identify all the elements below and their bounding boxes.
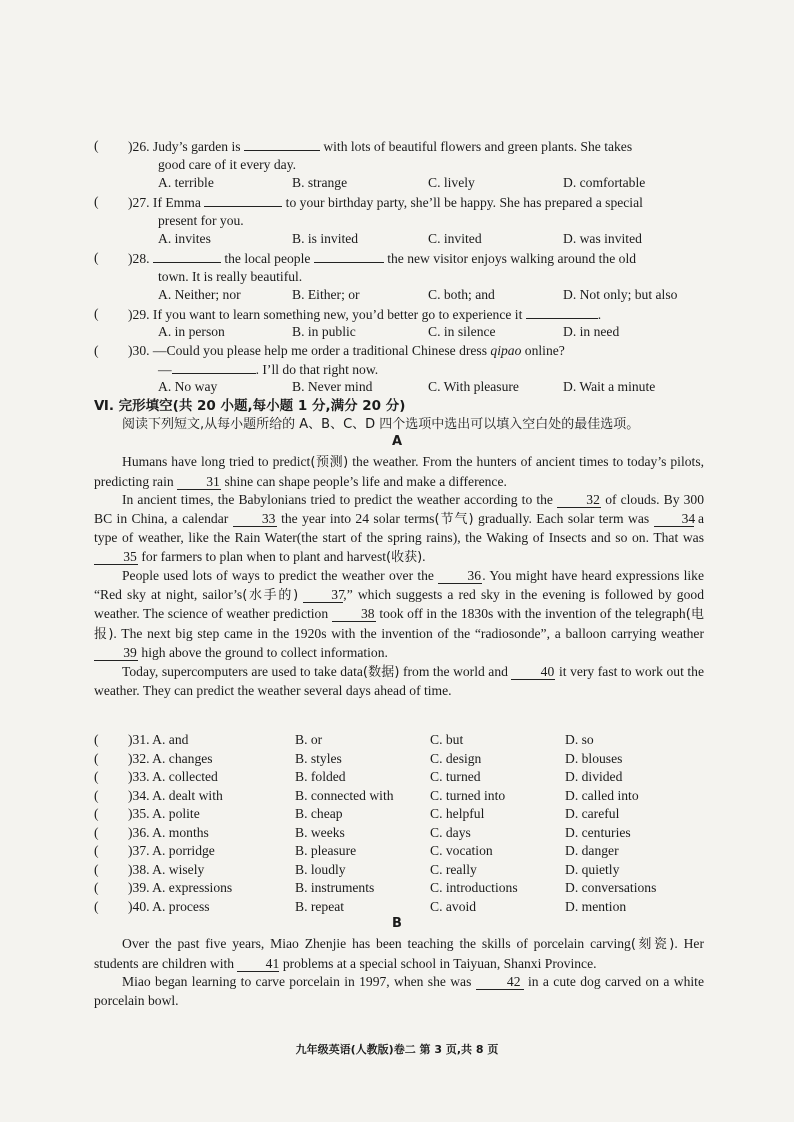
stem-text: the local people bbox=[224, 251, 311, 266]
option-d: D. careful bbox=[565, 806, 620, 821]
text: . bbox=[422, 548, 426, 564]
chinese-gloss: (数据) bbox=[362, 664, 400, 680]
question-option-a: )33. A. collected bbox=[128, 769, 218, 784]
blank-42: 42 bbox=[476, 974, 524, 990]
stem-text: )26. Judy’s garden is bbox=[128, 139, 241, 154]
stem-text: . I’ll do that right now. bbox=[255, 362, 379, 377]
blank-34: 34 bbox=[654, 511, 694, 527]
text: ,” which suggests a red sky in the evening is followed by good weather. The science of weather prediction bbox=[94, 586, 704, 621]
question-27-stem bbox=[128, 193, 643, 212]
section-instruction: 阅读下列短文,从每小题所给的 A、B、C、D 四个选项中选出可以填入空白处的最佳选项。 bbox=[122, 417, 640, 432]
chinese-gloss: (电报) bbox=[94, 607, 704, 642]
blank-41: 41 bbox=[237, 956, 279, 972]
page-footer: 九年级英语(人教版)卷二 第 3 页,共 8 页 bbox=[295, 1043, 499, 1056]
answer-paren: ( bbox=[94, 899, 99, 914]
text: from the world and bbox=[399, 663, 512, 679]
option-c: C. With pleasure bbox=[428, 379, 519, 394]
question-30-continuation bbox=[158, 360, 378, 379]
option-d: D. conversations bbox=[565, 880, 657, 895]
blank bbox=[526, 305, 598, 319]
question-option-a: )37. A. porridge bbox=[128, 843, 215, 858]
paragraph bbox=[94, 663, 704, 701]
text: in a cute dog carved on a white porcelain bowl. bbox=[94, 974, 704, 1008]
answer-paren: ( bbox=[94, 751, 99, 766]
option-b: B. folded bbox=[295, 769, 346, 784]
text: . You might have heard expressions like “Red sky at night, sailor’s bbox=[94, 568, 704, 602]
chinese-gloss: (水手的) bbox=[242, 587, 299, 603]
option-d: D. Not only; but also bbox=[563, 287, 678, 302]
question-option-a: )34. A. dealt with bbox=[128, 788, 223, 803]
question-28-continuation: town. It is really beautiful. bbox=[158, 269, 303, 284]
stem-text: )29. If you want to learn something new, you’d better go to experience it bbox=[128, 307, 523, 322]
passage-label: B bbox=[392, 916, 402, 931]
paragraph bbox=[94, 973, 704, 1010]
option-a: A. terrible bbox=[158, 175, 214, 190]
blank bbox=[314, 249, 384, 263]
option-c: C. design bbox=[430, 751, 482, 766]
text: high above the ground to collect information. bbox=[138, 645, 388, 660]
text: People used lots of ways to predict the weather over the bbox=[122, 568, 439, 583]
question-option-a: )36. A. months bbox=[128, 825, 209, 840]
blank-36: 36 bbox=[438, 568, 482, 584]
text: . The next big step came in the 1920s with the invention of the “radiosonde”, a balloon carrying weather bbox=[113, 625, 704, 641]
text: gradually. Each solar term was bbox=[473, 510, 654, 526]
blank-33: 33 bbox=[233, 511, 277, 527]
blank-39: 39 bbox=[94, 645, 138, 661]
blank-32: 32 bbox=[557, 492, 601, 508]
option-c: C. turned into bbox=[430, 788, 506, 803]
paragraph bbox=[94, 491, 704, 567]
option-c: C. really bbox=[430, 862, 477, 877]
chinese-gloss: (节气) bbox=[434, 511, 474, 527]
chinese-gloss: (预测) bbox=[310, 455, 349, 470]
option-c: C. but bbox=[430, 732, 464, 747]
option-b: B. repeat bbox=[295, 899, 345, 914]
option-b: B. pleasure bbox=[295, 843, 357, 858]
text: the weather. From the hunters of ancient times to today’s pilots, predicting rain bbox=[94, 454, 705, 489]
option-b: B. Either; or bbox=[292, 287, 360, 302]
answer-paren: ( bbox=[94, 138, 99, 153]
text: problems at a special school in Taiyuan, Shanxi Province. bbox=[279, 955, 597, 971]
answer-paren: ( bbox=[94, 862, 99, 877]
option-b: B. instruments bbox=[295, 880, 375, 895]
text: for farmers to plan when to plant and harvest bbox=[138, 548, 387, 564]
option-b: B. styles bbox=[295, 751, 342, 766]
option-c: C. in silence bbox=[428, 324, 496, 339]
question-26-stem bbox=[128, 137, 632, 156]
option-b: B. weeks bbox=[295, 825, 345, 840]
answer-paren: ( bbox=[94, 825, 99, 840]
question-option-a: )32. A. changes bbox=[128, 751, 213, 766]
option-d: D. centuries bbox=[565, 825, 631, 840]
question-option-a: )38. A. wisely bbox=[128, 862, 205, 877]
blank-40: 40 bbox=[511, 664, 555, 680]
option-b: B. connected with bbox=[295, 788, 394, 803]
option-c: C. both; and bbox=[428, 287, 495, 302]
question-option-a: )39. A. expressions bbox=[128, 880, 233, 895]
text: Today, supercomputers are used to take data bbox=[122, 663, 363, 679]
passage-label: A bbox=[391, 434, 403, 449]
stem-italic-text: qipao bbox=[490, 343, 522, 358]
option-c: C. helpful bbox=[430, 806, 485, 821]
stem-text: )30. —Could you please help me order a traditional Chinese dress bbox=[128, 343, 488, 358]
stem-text: online? bbox=[524, 343, 565, 358]
option-a: A. in person bbox=[158, 324, 225, 339]
option-c: C. turned bbox=[430, 769, 481, 784]
blank-31: 31 bbox=[177, 474, 221, 490]
question-28-stem bbox=[128, 249, 636, 268]
option-d: D. mention bbox=[565, 899, 627, 914]
option-d: D. blouses bbox=[565, 751, 623, 766]
blank bbox=[244, 137, 320, 151]
option-b: B. is invited bbox=[292, 231, 359, 246]
option-c: C. days bbox=[430, 825, 471, 840]
answer-paren: ( bbox=[94, 769, 99, 784]
text: Miao began learning to carve porcelain in 1997, when she was bbox=[122, 974, 476, 989]
option-a: A. invites bbox=[158, 231, 211, 246]
question-option-a: )31. A. and bbox=[128, 732, 189, 747]
option-d: D. quietly bbox=[565, 862, 620, 877]
paragraph bbox=[94, 567, 704, 663]
stem-text: . bbox=[597, 307, 602, 322]
blank bbox=[153, 249, 221, 263]
section-title: Ⅵ. 完形填空(共 20 小题,每小题 1 分,满分 20 分) bbox=[94, 398, 406, 414]
question-29-stem bbox=[128, 305, 601, 324]
option-b: B. strange bbox=[292, 175, 348, 190]
blank-38: 38 bbox=[332, 606, 376, 622]
answer-paren: ( bbox=[94, 194, 99, 209]
option-c: C. avoid bbox=[430, 899, 477, 914]
text: of clouds. By 300 BC in China, a calendar bbox=[94, 492, 704, 526]
option-d: D. so bbox=[565, 732, 594, 747]
chinese-gloss: (收获) bbox=[386, 549, 423, 565]
paragraph bbox=[94, 453, 704, 491]
answer-paren: ( bbox=[94, 843, 99, 858]
option-b: B. Never mind bbox=[292, 379, 373, 394]
option-d: D. danger bbox=[565, 843, 619, 858]
stem-text: )28. bbox=[128, 251, 150, 266]
blank bbox=[172, 360, 256, 374]
blank-35: 35 bbox=[94, 549, 138, 565]
text: shine can shape people’s life and make a difference. bbox=[221, 473, 507, 489]
option-c: C. vocation bbox=[430, 843, 493, 858]
question-option-a: )40. A. process bbox=[128, 899, 210, 914]
option-b: B. loudly bbox=[295, 862, 346, 877]
question-27-continuation: present for you. bbox=[158, 213, 244, 228]
option-d: D. called into bbox=[565, 788, 639, 803]
question-30-stem bbox=[128, 342, 565, 360]
answer-paren: ( bbox=[94, 788, 99, 803]
blank-37: 37 bbox=[303, 587, 343, 603]
option-d: D. Wait a minute bbox=[563, 379, 656, 394]
text: Over the past five years, Miao Zhenjie has been teaching the skills of porcelain carving bbox=[122, 936, 631, 951]
answer-paren: ( bbox=[94, 343, 99, 358]
text: In ancient times, the Babylonians tried to predict the weather according to the bbox=[122, 492, 558, 507]
option-b: B. or bbox=[295, 732, 323, 747]
text: it very fast to work out the weather. They can predict the weather several days ahead of time. bbox=[94, 663, 704, 698]
option-a: A. Neither; nor bbox=[158, 287, 241, 302]
text: the year into 24 solar terms bbox=[276, 510, 435, 526]
answer-paren: ( bbox=[94, 880, 99, 895]
question-option-a: )35. A. polite bbox=[128, 806, 200, 821]
stem-text: the new visitor enjoys walking around the old bbox=[387, 251, 637, 266]
option-d: D. comfortable bbox=[563, 175, 646, 190]
dash: — bbox=[158, 362, 172, 377]
passage-b bbox=[94, 935, 704, 1010]
stem-text: to your birthday party, she’ll be happy. She has prepared a special bbox=[285, 195, 643, 210]
blank bbox=[204, 193, 282, 207]
answer-paren: ( bbox=[94, 806, 99, 821]
stem-text: with lots of beautiful flowers and green plants. She takes bbox=[323, 139, 633, 154]
answer-paren: ( bbox=[94, 732, 99, 747]
text: a type of weather, like the Rain Water(the start of the spring rains), the Waking of Insects and so on. That was bbox=[94, 510, 704, 545]
paragraph bbox=[94, 935, 704, 973]
chinese-gloss: (刻瓷) bbox=[630, 937, 675, 952]
option-d: D. in need bbox=[563, 324, 620, 339]
option-b: B. cheap bbox=[295, 806, 343, 821]
option-c: C. lively bbox=[428, 175, 475, 190]
answer-paren: ( bbox=[94, 306, 99, 321]
option-c: C. introductions bbox=[430, 880, 518, 895]
option-b: B. in public bbox=[292, 324, 356, 339]
option-c: C. invited bbox=[428, 231, 482, 246]
text: took off in the 1830s with the invention of the telegraph bbox=[375, 606, 686, 621]
text: . Her students are children with bbox=[94, 936, 704, 971]
text: Humans have long tried to predict bbox=[122, 454, 311, 469]
question-26-continuation: good care of it every day. bbox=[158, 157, 297, 172]
option-d: D. divided bbox=[565, 769, 623, 784]
option-d: D. was invited bbox=[563, 231, 642, 246]
stem-text: )27. If Emma bbox=[128, 195, 201, 210]
answer-paren: ( bbox=[94, 250, 99, 265]
passage-a bbox=[94, 453, 704, 701]
option-a: A. No way bbox=[158, 379, 218, 394]
